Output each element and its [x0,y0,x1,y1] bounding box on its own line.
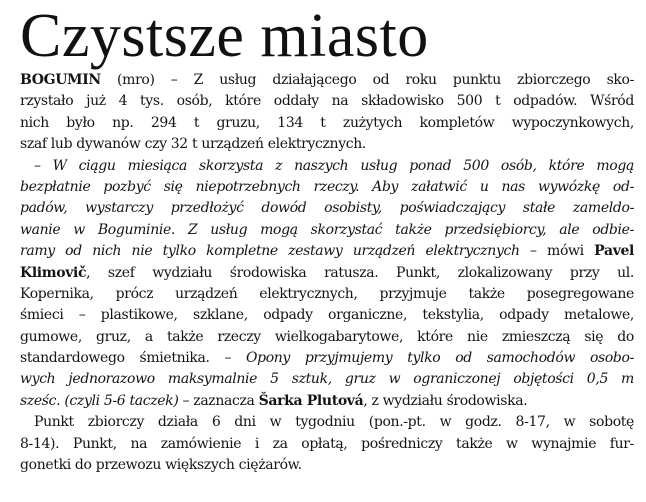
text-segment: nich było np. 294 t gruzu, 134 t zużytych kompletów wypoczynkowych, [20,114,634,131]
text-segment: , z wydziału środowiska. [363,392,528,409]
text-line [20,263,634,284]
text-segment: padów, wystarczy przedłożyć dowód osobisty, poświadczający stałe zameldo- [20,200,634,217]
text-line [20,305,634,326]
text-segment: wych jednorazowo maksymalnie 5 sztuk, gruz w ograniczonej objętości 0,5 m [20,371,634,388]
text-line [20,241,634,262]
text-segment: standardowego śmietnika. [20,350,225,367]
text-line [20,348,634,369]
text-line [20,434,634,455]
text-segment: , szef wydziału środowiska ratusza. Punkt, zlokalizowany przy ul. [86,264,634,281]
text-segment: 8-14). Punkt, na zamówienie i za opłatą, pośredniczy także w wynajmie fur- [20,435,634,452]
text-line [20,327,634,348]
text-line [20,70,634,91]
text-segment: Šarka Plutová [258,392,364,409]
text-line [20,412,634,433]
text-line [20,455,634,476]
text-segment: bezpłatnie pozbyć się niepotrzebnych rzeczy. Aby załatwić u nas wywózkę od- [20,178,634,195]
text-line [20,391,634,412]
text-line [20,177,634,198]
text-segment: ramy od nich nie tylko kompletne zestawy urządzeń elektrycznych [20,243,520,260]
text-line [20,134,634,155]
text-segment: Kopernika, prócz urządzeń elektrycznych, przyjmuje także posegregowane [20,285,634,302]
text-segment: (mro) – Z usług działającego od roku punktu zbiorczego sko- [100,72,634,88]
text-segment: gumowe, gruz, a także rzeczy wielkogabarytowe, które nie zmieszczą się do [20,328,634,345]
text-segment: – W ciągu miesiąca skorzysta z naszych usług ponad 500 osób, które mogą [34,157,634,174]
text-segment: Pavel [594,243,635,260]
headline: Czystsze miasto [20,2,429,70]
text-line [20,220,634,241]
text-segment: Klimovič [20,264,87,281]
text-line [20,91,634,112]
text-segment: Punkt zbiorczy działa 6 dni w tygodniu (pon.-pt. w godz. 8-17, w sobotę [34,414,634,431]
text-line [20,113,634,134]
text-segment: – zaznacza [178,392,259,409]
text-line [20,284,634,305]
text-segment: – Opony przyjmujemy tylko od samochodów osobo- [224,350,635,367]
text-segment: – mówi [519,243,595,260]
text-segment: szaf lub dywanów czy 32 t urządzeń elektrycznych. [20,136,367,153]
text-segment: śmieci – plastikowe, szklane, odpady organiczne, tekstylia, odpady metalowe, [20,307,634,324]
text-line [20,369,634,390]
text-segment: rzystało już 4 tys. osób, które oddały na składowisko 500 t odpadów. Wśród [20,93,634,110]
text-segment: gonetki do przewozu większych ciężarów. [20,457,302,474]
text-segment: wanie w Boguminie. Z usług mogą skorzystać także przedsiębiorcy, ale odbie- [20,221,634,238]
text-segment: BOGUMIN [20,72,101,88]
text-line [20,198,634,219]
text-line [20,156,634,177]
article-body [20,70,634,476]
text-segment: sześc. (czyli 5-6 taczek) [20,392,179,409]
